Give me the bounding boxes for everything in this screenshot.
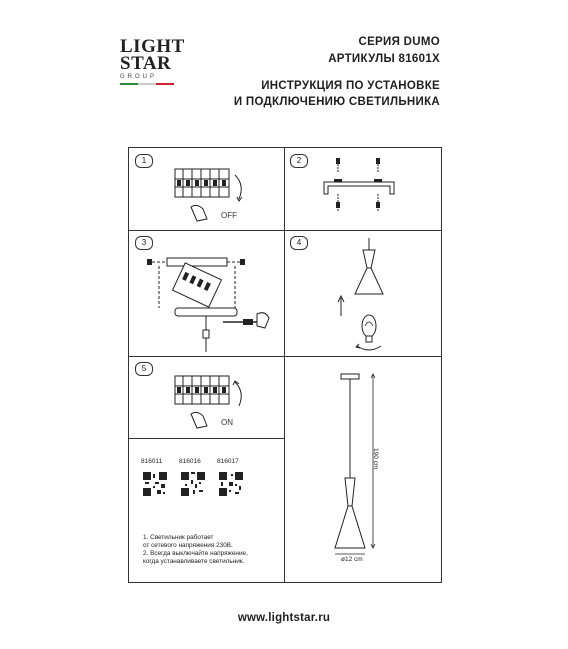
lamp-shade-bulb-illustration: [329, 238, 409, 354]
flag-red: [156, 83, 174, 85]
brand-logo: [120, 38, 190, 85]
title-line-1: ИНСТРУКЦИЯ ПО УСТАНОВКЕ: [261, 80, 440, 92]
step-number-4: 4: [290, 236, 308, 250]
row-divider-1: [129, 230, 441, 231]
note-line-3: 2. Всегда выключайте напряжение,: [143, 550, 248, 557]
diameter-dimension-label: ø12 cm: [341, 556, 363, 563]
logo-line-light: LIGHT: [120, 36, 185, 57]
instruction-grid: [128, 147, 442, 583]
step-number-3: 3: [135, 236, 153, 250]
qr-label-2: 816016: [179, 458, 201, 465]
notes-block: [143, 534, 248, 566]
vertical-divider: [284, 148, 285, 582]
note-line-4: когда устанавливаете светильник.: [143, 558, 245, 565]
step-number-5: 5: [135, 362, 153, 376]
terminal-block-on-illustration: [167, 370, 247, 432]
row-divider-3-left: [129, 438, 284, 439]
on-label: ON: [221, 418, 233, 427]
flag-white: [138, 83, 156, 85]
title-line-2: И ПОДКЛЮЧЕНИЮ СВЕТИЛЬНИКА: [233, 96, 440, 108]
logo-line-star: STAR: [120, 53, 172, 74]
articles-label: АРТИКУЛЫ 81601X: [328, 53, 440, 65]
pendant-dimension-drawing: [319, 370, 429, 570]
qr-code-3[interactable]: [219, 472, 243, 496]
row-divider-2-left: [129, 356, 284, 357]
row-divider-4-right: [284, 356, 441, 357]
qr-label-3: 816017: [217, 458, 239, 465]
qr-code-2[interactable]: [181, 472, 205, 496]
note-line-1: 1. Светильник работает: [143, 534, 214, 541]
mounting-bracket-illustration: [324, 158, 404, 222]
series-label: СЕРИЯ DUMO: [358, 36, 440, 48]
height-dimension-label: 190 cm: [372, 448, 379, 470]
flag-green: [120, 83, 138, 85]
off-label: OFF: [221, 211, 237, 220]
step-number-2: 2: [290, 154, 308, 168]
italian-flag-stripe: [120, 83, 174, 85]
qr-label-1: 816011: [141, 458, 163, 465]
step-number-1: 1: [135, 154, 153, 168]
logo-line-group: GROUP: [120, 74, 158, 80]
note-line-2: от сетевого напряжения 230В.: [143, 542, 233, 549]
ceiling-mount-wiring-illustration: [147, 248, 277, 352]
website-link[interactable]: www.lightstar.ru: [237, 612, 331, 624]
qr-code-1[interactable]: [143, 472, 167, 496]
